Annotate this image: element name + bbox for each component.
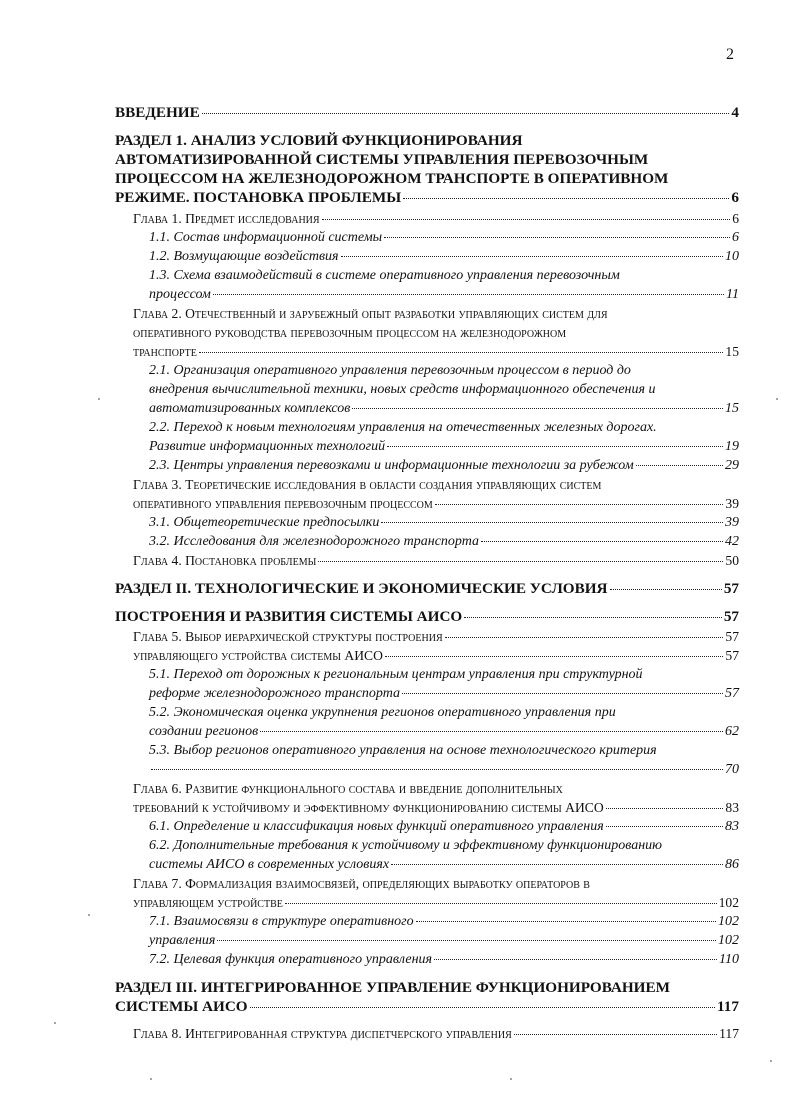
toc-entry-title: управляющего устройства системы АИСО	[133, 648, 383, 663]
toc-entry-line: Глава 7. Формализация взаимосвязей, определяющих выработку операторов в	[133, 876, 590, 891]
dot-leader	[384, 237, 730, 238]
toc-entry-page: 6	[732, 211, 739, 226]
dot-leader	[464, 617, 722, 618]
toc-entry-title: Глава 8. Интегрированная структура диспетчерского управления	[133, 1026, 512, 1041]
dot-leader	[387, 446, 723, 447]
table-of-contents	[115, 103, 739, 1043]
toc-entry-chapter-8[interactable]	[115, 1024, 739, 1043]
toc-entry-subsection-5-1[interactable]	[115, 665, 739, 703]
toc-entry-page: 102	[718, 895, 739, 910]
dot-leader	[481, 541, 723, 542]
toc-entry-page: 70	[725, 762, 739, 777]
dot-leader	[199, 352, 724, 353]
toc-entry-line: 2.1. Организация оперативного управления перевозочным процессом в период до	[149, 363, 631, 378]
toc-entry-chapter-5-continued[interactable]	[115, 646, 739, 665]
toc-entry-title: ВВЕДЕНИЕ	[115, 104, 200, 121]
toc-entry-line: 2.2. Переход к новым технологиям управления на отечественных железных дорогах.	[149, 420, 657, 435]
dot-leader	[250, 1007, 715, 1008]
dot-leader	[213, 294, 724, 295]
toc-entry-title: 3.1. Общетеоретические предпосылки	[149, 515, 380, 530]
toc-entry-title: ПОСТРОЕНИЯ И РАЗВИТИЯ СИСТЕМЫ АИСО	[115, 608, 463, 625]
toc-entry-subsection-7-1-continued[interactable]	[115, 931, 739, 950]
dot-leader	[260, 731, 723, 732]
toc-entry-title: оперативного управления перевозочным процессом	[133, 496, 433, 511]
dot-leader	[391, 864, 723, 865]
page-number: 2	[726, 46, 734, 63]
toc-entry-page: 102	[718, 933, 739, 948]
toc-entry-line: 5.3. Выбор регионов оперативного управления на основе технологического критерия	[149, 743, 657, 758]
dot-leader	[416, 921, 716, 922]
toc-entry-title: 7.1. Взаимосвязи в структуре оперативного	[149, 914, 414, 929]
toc-entry-page: 15	[725, 401, 739, 416]
scan-speck	[776, 398, 778, 400]
toc-entry-chapter-5[interactable]	[115, 627, 739, 646]
toc-entry-page: 117	[719, 1026, 739, 1041]
toc-entry-title: управления	[149, 933, 216, 948]
toc-entry-subsection-7-1[interactable]	[115, 912, 739, 931]
toc-entry-subsection-2-3[interactable]	[115, 456, 739, 475]
dot-leader	[606, 826, 723, 827]
dot-leader	[151, 769, 723, 770]
toc-entry-title: Развитие информационных технологий	[149, 439, 386, 454]
toc-entry-subsection-2-2[interactable]	[115, 418, 739, 456]
toc-entry-line: Глава 3. Теоретические исследования в области создания управляющих систем	[133, 477, 602, 492]
toc-entry-chapter-7[interactable]	[115, 874, 739, 912]
toc-entry-section-1[interactable]	[115, 131, 739, 207]
toc-entry-page: 83	[725, 800, 739, 815]
toc-entry-page: 6	[732, 230, 739, 245]
toc-entry-subsection-3-1[interactable]	[115, 513, 739, 532]
toc-entry-page: 57	[723, 580, 739, 597]
toc-entry-line: оперативного руководства перевозочным процессом на железнодорожном	[133, 325, 567, 340]
dot-leader	[217, 940, 716, 941]
dot-leader	[385, 656, 724, 657]
toc-entry-subsection-1-2[interactable]	[115, 247, 739, 266]
dot-leader	[514, 1034, 717, 1035]
toc-entry-title: создании регионов	[149, 724, 259, 739]
toc-entry-page: 86	[725, 857, 739, 872]
toc-entry-title: автоматизированных комплексов	[149, 401, 351, 416]
toc-entry-subsection-5-2[interactable]	[115, 703, 739, 741]
toc-entry-line: РАЗДЕЛ 1. АНАЛИЗ УСЛОВИЙ ФУНКЦИОНИРОВАНИЯ	[115, 132, 523, 149]
dot-leader	[606, 808, 724, 809]
toc-entry-page: 42	[725, 534, 739, 549]
dot-leader	[434, 959, 717, 960]
toc-entry-title: требований к устойчивому и эффективному функционированию системы АИСО	[133, 800, 604, 815]
toc-entry-title: Глава 5. Выбор иерархической структуры построения	[133, 629, 443, 644]
toc-entry-page: 57	[725, 648, 739, 663]
toc-entry-subsection-3-2[interactable]	[115, 532, 739, 551]
dot-leader	[403, 198, 729, 199]
toc-entry-subsection-7-2[interactable]	[115, 950, 739, 969]
toc-entry-subsection-2-1[interactable]	[115, 361, 739, 418]
toc-entry-line: ПРОЦЕССОМ НА ЖЕЛЕЗНОДОРОЖНОМ ТРАНСПОРТЕ В ОПЕРАТИВНОМ	[115, 170, 669, 187]
toc-entry-page: 29	[725, 458, 739, 473]
toc-entry-title: процессом	[149, 287, 211, 302]
toc-entry-page: 57	[725, 686, 739, 701]
toc-entry-title: системы АИСО в современных условиях	[149, 857, 390, 872]
toc-entry-title: СИСТЕМЫ АИСО	[115, 998, 248, 1015]
toc-entry-line: 6.2. Дополнительные требования к устойчивому и эффективному функционированию	[149, 838, 663, 853]
toc-entry-page: 6	[731, 189, 739, 206]
toc-entry-line: 1.3. Схема взаимодействий в системе оперативного управления перевозочным	[149, 268, 620, 283]
scan-speck	[770, 1060, 772, 1062]
scan-speck	[88, 914, 90, 916]
dot-leader	[318, 561, 723, 562]
toc-entry-subsection-1-1[interactable]	[115, 228, 739, 247]
toc-entry-subsection-5-3[interactable]	[115, 741, 739, 779]
scan-speck	[510, 1078, 512, 1080]
toc-entry-subsection-6-2[interactable]	[115, 836, 739, 874]
toc-entry-page: 117	[717, 998, 739, 1015]
toc-entry-subsection-1-3[interactable]	[115, 266, 739, 304]
toc-entry-title: Глава 1. Предмет исследования	[133, 211, 320, 226]
toc-entry-page: 39	[725, 515, 739, 530]
toc-entry-title: реформе железнодорожного транспорта	[149, 686, 401, 701]
toc-entry-page: 50	[725, 553, 739, 568]
toc-entry-title: 1.1. Состав информационной системы	[149, 230, 383, 245]
dot-leader	[610, 589, 722, 590]
toc-entry-title: 2.3. Центры управления перевозками и информационные технологии за рубежом	[149, 458, 634, 473]
scan-speck	[150, 1078, 152, 1080]
dot-leader	[202, 113, 730, 114]
toc-entry-section-3[interactable]	[115, 978, 739, 1016]
toc-entry-page: 57	[725, 629, 739, 644]
toc-entry-chapter-4[interactable]	[115, 551, 739, 570]
toc-entry-title: 1.2. Возмущающие воздействия	[149, 249, 339, 264]
dot-leader	[445, 637, 724, 638]
toc-entry-line: внедрения вычислительной техники, новых средств информационного обеспечения и	[149, 382, 656, 397]
dot-leader	[352, 408, 723, 409]
toc-entry-page: 11	[726, 287, 739, 302]
dot-leader	[341, 256, 723, 257]
toc-entry-line: РАЗДЕЛ III. ИНТЕГРИРОВАННОЕ УПРАВЛЕНИЕ ФУНКЦИОНИРОВАНИЕМ	[115, 979, 670, 996]
toc-entry-section-2-continued[interactable]	[115, 607, 739, 626]
toc-entry-line: Глава 6. Развитие функционального состава и введение дополнительных	[133, 781, 563, 796]
toc-entry-chapter-2[interactable]	[115, 304, 739, 361]
toc-entry-section-2[interactable]	[115, 579, 739, 598]
toc-entry-chapter-1[interactable]	[115, 209, 739, 228]
dot-leader	[402, 693, 723, 694]
toc-entry-page: 102	[718, 914, 739, 929]
scan-speck	[98, 398, 100, 400]
toc-entry-page: 57	[723, 608, 739, 625]
toc-entry-line: 5.1. Переход от дорожных к региональным центрам управления при структурной	[149, 667, 643, 682]
dot-leader	[381, 522, 723, 523]
dot-leader	[322, 219, 731, 220]
toc-entry-line: 5.2. Экономическая оценка укрупнения регионов оперативного управления при	[149, 705, 616, 720]
toc-entry-title: 7.2. Целевая функция оперативного управления	[149, 952, 433, 967]
toc-entry-title: РАЗДЕЛ II. ТЕХНОЛОГИЧЕСКИЕ И ЭКОНОМИЧЕСКИЕ УСЛОВИЯ	[115, 580, 608, 597]
toc-entry-title: транспорте	[133, 344, 197, 359]
dot-leader	[285, 903, 717, 904]
dot-leader	[435, 504, 724, 505]
dot-leader	[636, 465, 723, 466]
toc-entry-page: 15	[725, 344, 739, 359]
toc-entry-title: Глава 4. Постановка проблемы	[133, 553, 317, 568]
toc-entry-title: управляющем устройстве	[133, 895, 283, 910]
toc-entry-line: Глава 2. Отечественный и зарубежный опыт разработки управляющих систем для	[133, 306, 608, 321]
toc-entry-line: АВТОМАТИЗИРОВАННОЙ СИСТЕМЫ УПРАВЛЕНИЯ ПЕРЕВОЗОЧНЫМ	[115, 151, 649, 168]
toc-entry-page: 62	[725, 724, 739, 739]
toc-entry-chapter-3[interactable]	[115, 475, 739, 513]
toc-entry-chapter-6[interactable]	[115, 779, 739, 817]
toc-entry-page: 19	[725, 439, 739, 454]
toc-entry-title: 6.1. Определение и классификация новых функций оперативного управления	[149, 819, 604, 834]
toc-entry-page: 39	[725, 496, 739, 511]
toc-entry-title: 3.2. Исследования для железнодорожного транспорта	[149, 534, 480, 549]
scan-speck	[54, 1022, 56, 1024]
toc-entry-subsection-6-1[interactable]	[115, 817, 739, 836]
toc-entry-page: 110	[719, 952, 739, 967]
toc-entry-introduction[interactable]	[115, 103, 739, 122]
toc-entry-page: 83	[725, 819, 739, 834]
toc-entry-page: 4	[731, 104, 739, 121]
toc-entry-title: РЕЖИМЕ. ПОСТАНОВКА ПРОБЛЕМЫ	[115, 189, 402, 206]
toc-entry-page: 10	[725, 249, 739, 264]
